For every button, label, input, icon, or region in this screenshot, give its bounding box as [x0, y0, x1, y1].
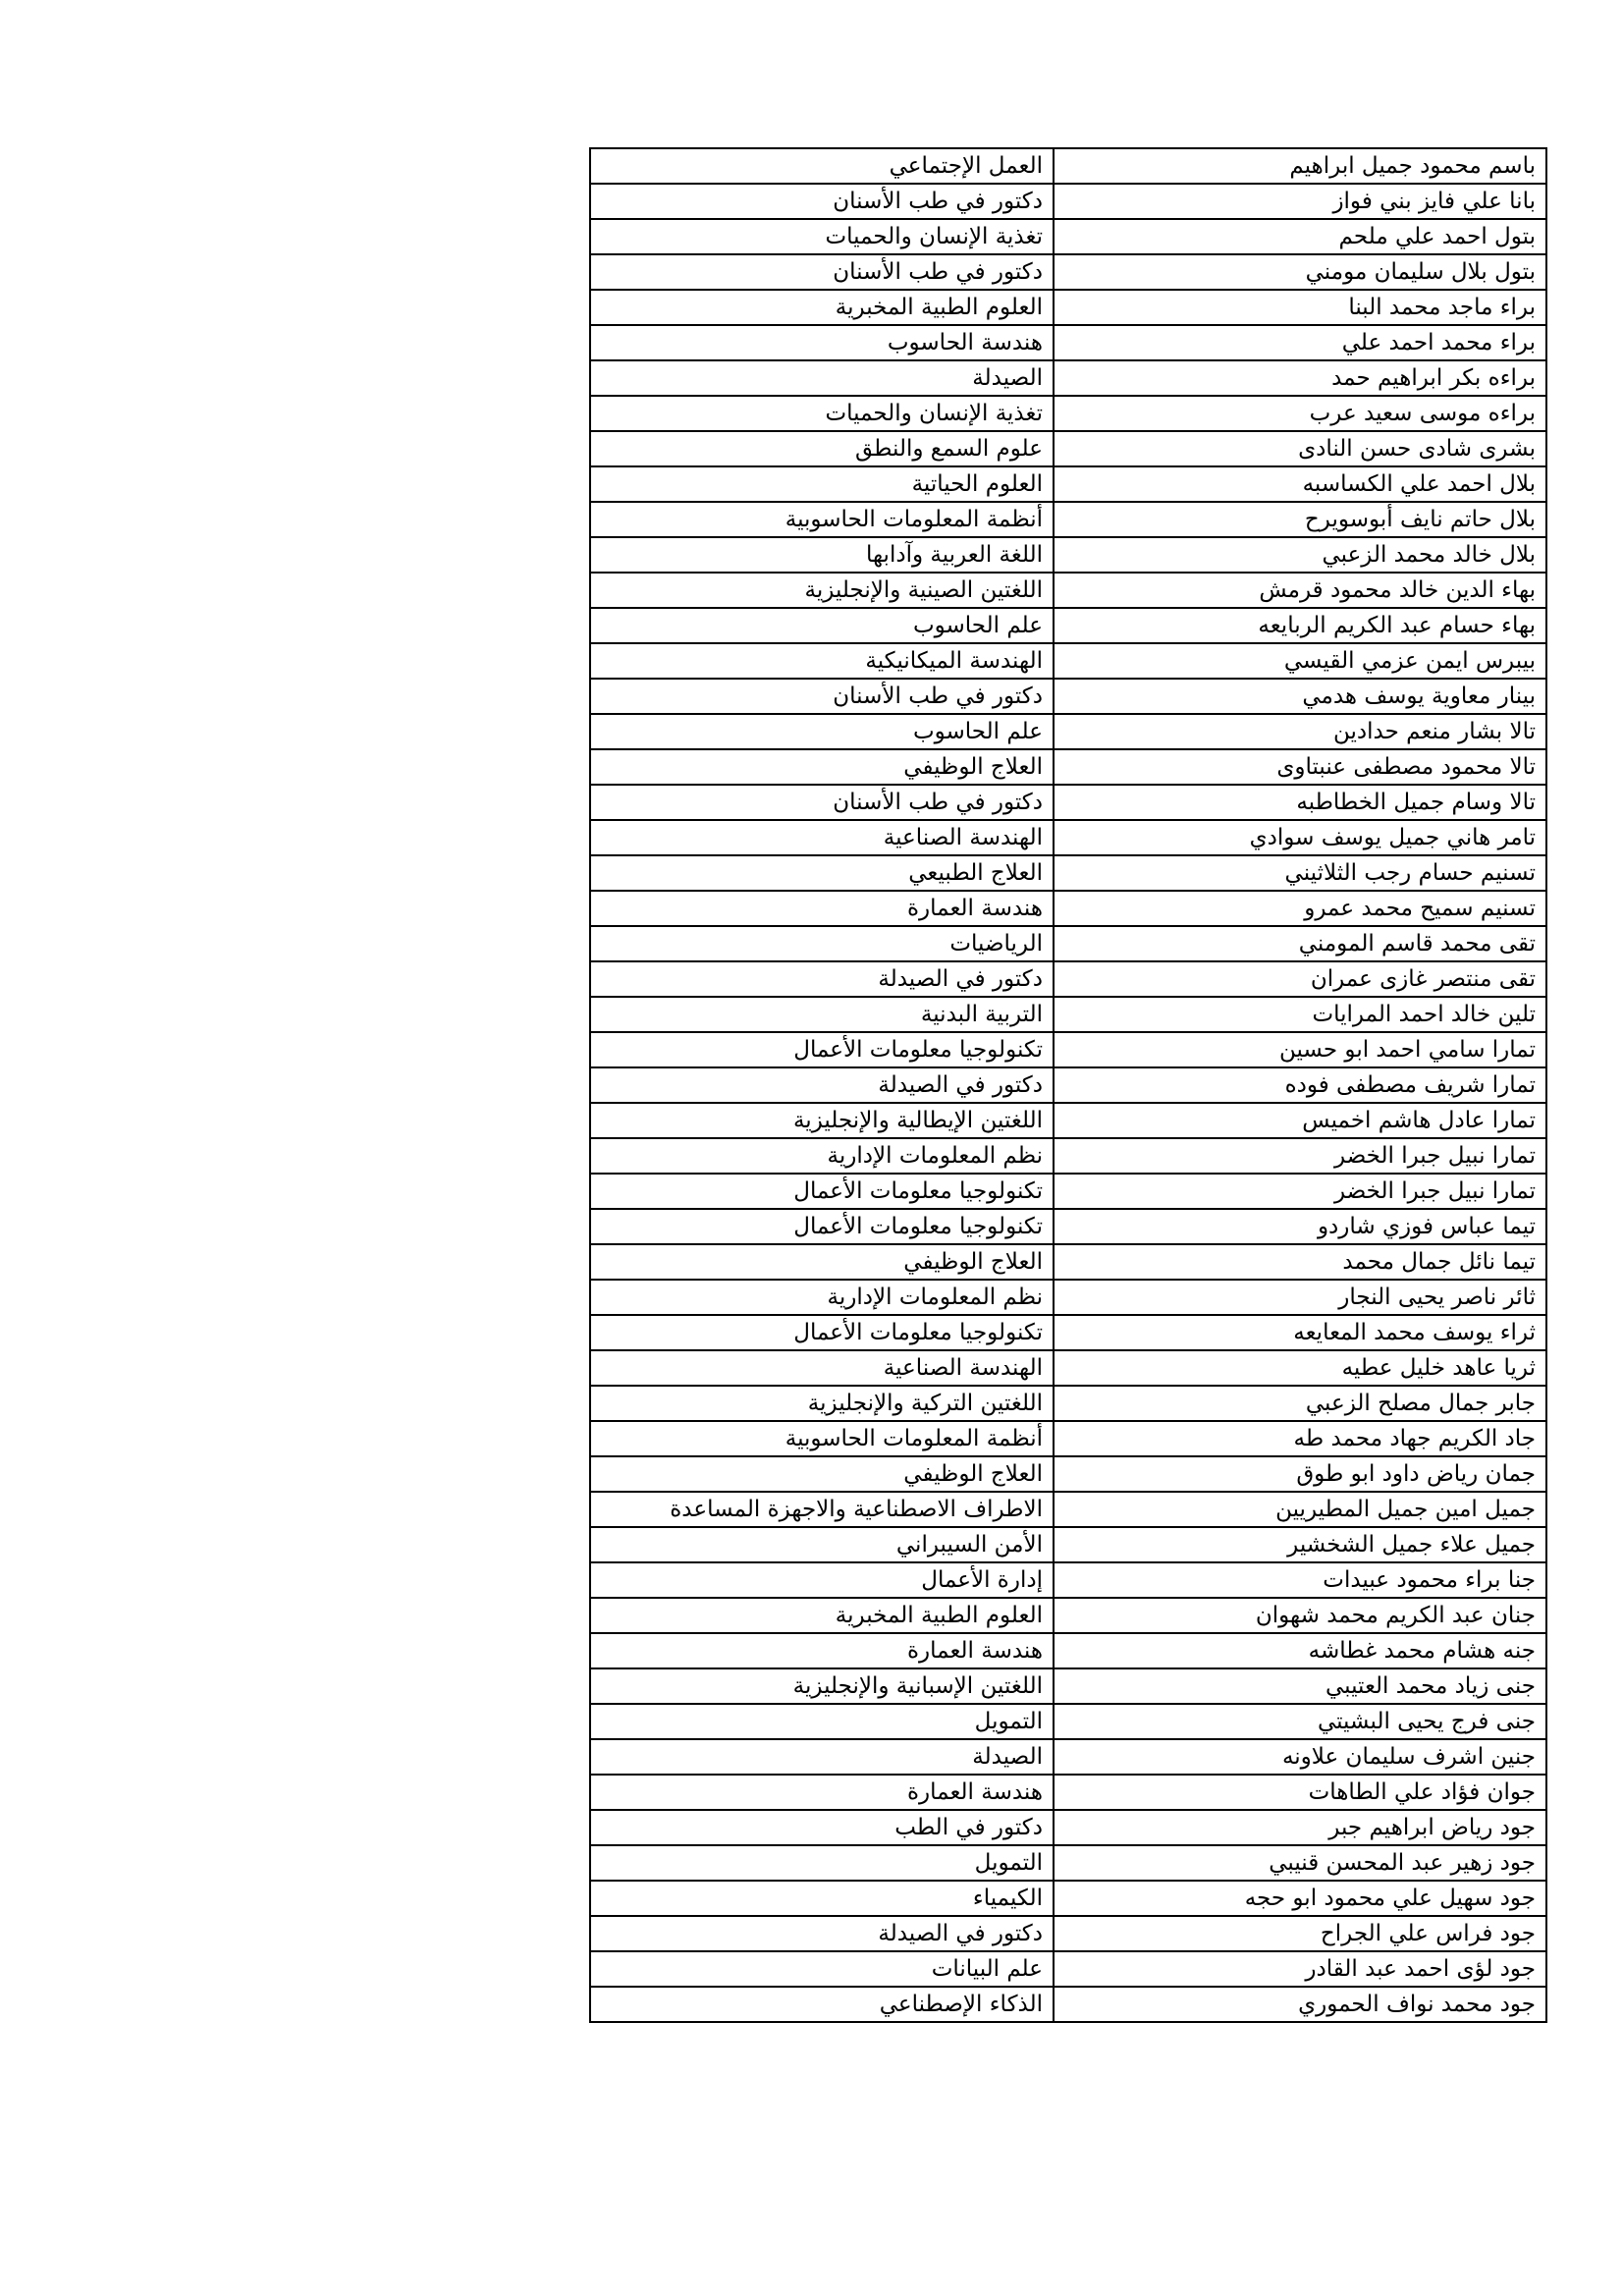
student-name-cell: تمارا نبيل جبرا الخضر — [1054, 1138, 1546, 1174]
table-row — [590, 325, 1546, 360]
major-cell: العلوم الطبية المخبرية — [590, 1598, 1054, 1633]
student-name-cell: جود رياض ابراهيم جبر — [1054, 1810, 1546, 1845]
student-name-cell: تمارا نبيل جبرا الخضر — [1054, 1174, 1546, 1209]
table-row — [590, 1315, 1546, 1350]
table-row — [590, 1668, 1546, 1704]
major-cell: إدارة الأعمال — [590, 1562, 1054, 1598]
student-name-cell: تقى منتصر غازى عمران — [1054, 961, 1546, 997]
major-cell: تكنولوجيا معلومات الأعمال — [590, 1209, 1054, 1244]
student-name-cell: تامر هاني جميل يوسف سوادي — [1054, 820, 1546, 855]
student-name-cell: بتول بلال سليمان مومني — [1054, 254, 1546, 290]
table-row — [590, 855, 1546, 891]
table-row — [590, 749, 1546, 785]
student-name-cell: جود سهيل علي محمود ابو حجه — [1054, 1881, 1546, 1916]
table-row — [590, 891, 1546, 926]
table-row — [590, 396, 1546, 431]
major-cell: علم البيانات — [590, 1951, 1054, 1987]
table-row — [590, 184, 1546, 219]
table-row — [590, 537, 1546, 573]
student-name-cell: جود محمد نواف الحموري — [1054, 1987, 1546, 2022]
results-sheet — [589, 147, 1536, 2023]
table-row — [590, 1138, 1546, 1174]
table-row — [590, 1174, 1546, 1209]
student-name-cell: براء ماجد محمد البنا — [1054, 290, 1546, 325]
student-name-cell: بهاء حسام عبد الكريم الربايعه — [1054, 608, 1546, 643]
student-name-cell: ثائر ناصر يحيى النجار — [1054, 1280, 1546, 1315]
major-cell: الهندسة الصناعية — [590, 1350, 1054, 1386]
major-cell: الكيمياء — [590, 1881, 1054, 1916]
major-cell: اللغة العربية وآدابها — [590, 537, 1054, 573]
major-cell: الرياضيات — [590, 926, 1054, 961]
major-cell: تغذية الإنسان والحميات — [590, 219, 1054, 254]
major-cell: تكنولوجيا معلومات الأعمال — [590, 1174, 1054, 1209]
student-name-cell: جنى فرج يحيى البشيتي — [1054, 1704, 1546, 1739]
major-cell: الأمن السيبراني — [590, 1527, 1054, 1562]
student-name-cell: جمان رياض داود ابو طوق — [1054, 1456, 1546, 1492]
student-name-cell: تالا وسام جميل الخطاطبه — [1054, 785, 1546, 820]
student-name-cell: تسنيم سميح محمد عمرو — [1054, 891, 1546, 926]
major-cell: اللغتين الإيطالية والإنجليزية — [590, 1103, 1054, 1138]
table-row — [590, 1456, 1546, 1492]
table-row — [590, 1951, 1546, 1987]
table-row — [590, 1845, 1546, 1881]
student-name-cell: جود لؤى احمد عبد القادر — [1054, 1951, 1546, 1987]
student-name-cell: ثريا عاهد خليل عطيه — [1054, 1350, 1546, 1386]
major-cell: دكتور في طب الأسنان — [590, 254, 1054, 290]
major-cell: هندسة العمارة — [590, 1633, 1054, 1668]
student-name-cell: تقى محمد قاسم المومني — [1054, 926, 1546, 961]
student-name-cell: تمارا سامي احمد ابو حسين — [1054, 1032, 1546, 1067]
student-name-cell: تلين خالد احمد المرايات — [1054, 997, 1546, 1032]
table-row — [590, 997, 1546, 1032]
student-name-cell: براءه موسى سعيد عرب — [1054, 396, 1546, 431]
table-row — [590, 1492, 1546, 1527]
student-name-cell: باسم محمود جميل ابراهيم — [1054, 148, 1546, 184]
major-cell: العلاج الطبيعي — [590, 855, 1054, 891]
student-name-cell: بلال خالد محمد الزعبي — [1054, 537, 1546, 573]
table-row — [590, 608, 1546, 643]
major-cell: العلاج الوظيفي — [590, 1244, 1054, 1280]
table-row — [590, 1067, 1546, 1103]
student-name-cell: تمارا شريف مصطفى فوده — [1054, 1067, 1546, 1103]
major-cell: العلوم الطبية المخبرية — [590, 290, 1054, 325]
table-row — [590, 1527, 1546, 1562]
major-cell: الصيدلة — [590, 1739, 1054, 1775]
student-name-cell: تيما نائل جمال محمد — [1054, 1244, 1546, 1280]
student-name-cell: جنا براء محمود عبيدات — [1054, 1562, 1546, 1598]
major-cell: نظم المعلومات الإدارية — [590, 1138, 1054, 1174]
major-cell: دكتور في الصيدلة — [590, 1916, 1054, 1951]
table-row — [590, 926, 1546, 961]
student-name-cell: تمارا عادل هاشم اخميس — [1054, 1103, 1546, 1138]
table-row — [590, 1704, 1546, 1739]
table-row — [590, 1633, 1546, 1668]
table-row — [590, 431, 1546, 466]
major-cell: العلاج الوظيفي — [590, 749, 1054, 785]
table-row — [590, 1562, 1546, 1598]
major-cell: العمل الإجتماعي — [590, 148, 1054, 184]
major-cell: دكتور في الطب — [590, 1810, 1054, 1845]
major-cell: هندسة الحاسوب — [590, 325, 1054, 360]
table-row — [590, 1032, 1546, 1067]
student-name-cell: براء محمد احمد علي — [1054, 325, 1546, 360]
table-row — [590, 1103, 1546, 1138]
student-name-cell: جابر جمال مصلح الزعبي — [1054, 1386, 1546, 1421]
student-name-cell: جنى زياد محمد العتيبي — [1054, 1668, 1546, 1704]
student-name-cell: بلال حاتم نايف أبوسويرح — [1054, 502, 1546, 537]
student-name-cell: جود زهير عبد المحسن قنيبي — [1054, 1845, 1546, 1881]
major-cell: العلاج الوظيفي — [590, 1456, 1054, 1492]
table-row — [590, 1739, 1546, 1775]
major-cell: التمويل — [590, 1704, 1054, 1739]
major-cell: هندسة العمارة — [590, 891, 1054, 926]
student-name-cell: جنين اشرف سليمان علاونه — [1054, 1739, 1546, 1775]
table-row — [590, 148, 1546, 184]
table-row — [590, 679, 1546, 714]
table-row — [590, 1987, 1546, 2022]
students-table-body — [590, 148, 1546, 2022]
table-row — [590, 360, 1546, 396]
student-name-cell: جميل علاء جميل الشخشير — [1054, 1527, 1546, 1562]
student-name-cell: جميل امين جميل المطيريين — [1054, 1492, 1546, 1527]
student-name-cell: جود فراس علي الجراح — [1054, 1916, 1546, 1951]
major-cell: أنظمة المعلومات الحاسوبية — [590, 1421, 1054, 1456]
major-cell: اللغتين الإسبانية والإنجليزية — [590, 1668, 1054, 1704]
major-cell: تكنولوجيا معلومات الأعمال — [590, 1032, 1054, 1067]
major-cell: دكتور في طب الأسنان — [590, 679, 1054, 714]
student-name-cell: جوان فؤاد علي الطاهات — [1054, 1775, 1546, 1810]
major-cell: اللغتين الصينية والإنجليزية — [590, 573, 1054, 608]
major-cell: الصيدلة — [590, 360, 1054, 396]
student-name-cell: بلال احمد علي الكساسبه — [1054, 466, 1546, 502]
major-cell: التمويل — [590, 1845, 1054, 1881]
student-name-cell: تالا محمود مصطفى عنبتاوى — [1054, 749, 1546, 785]
table-row — [590, 573, 1546, 608]
table-row — [590, 1386, 1546, 1421]
student-name-cell: بيبرس ايمن عزمي القيسي — [1054, 643, 1546, 679]
student-name-cell: بانا علي فايز بني فواز — [1054, 184, 1546, 219]
table-row — [590, 1350, 1546, 1386]
major-cell: هندسة العمارة — [590, 1775, 1054, 1810]
student-name-cell: بهاء الدين خالد محمود قرمش — [1054, 573, 1546, 608]
table-row — [590, 961, 1546, 997]
table-row — [590, 820, 1546, 855]
table-row — [590, 1280, 1546, 1315]
major-cell: أنظمة المعلومات الحاسوبية — [590, 502, 1054, 537]
student-name-cell: تالا بشار منعم حدادين — [1054, 714, 1546, 749]
student-name-cell: بشرى شادى حسن النادى — [1054, 431, 1546, 466]
table-row — [590, 1881, 1546, 1916]
table-row — [590, 219, 1546, 254]
major-cell: التربية البدنية — [590, 997, 1054, 1032]
major-cell: دكتور في الصيدلة — [590, 961, 1054, 997]
major-cell: دكتور في طب الأسنان — [590, 184, 1054, 219]
student-name-cell: جنه هشام محمد غطاشه — [1054, 1633, 1546, 1668]
table-row — [590, 1421, 1546, 1456]
major-cell: الهندسة الصناعية — [590, 820, 1054, 855]
major-cell: علم الحاسوب — [590, 714, 1054, 749]
major-cell: علوم السمع والنطق — [590, 431, 1054, 466]
table-row — [590, 1916, 1546, 1951]
table-row — [590, 1810, 1546, 1845]
table-row — [590, 714, 1546, 749]
student-name-cell: بينار معاوية يوسف هدمي — [1054, 679, 1546, 714]
major-cell: دكتور في طب الأسنان — [590, 785, 1054, 820]
major-cell: اللغتين التركية والإنجليزية — [590, 1386, 1054, 1421]
major-cell: الاطراف الاصطناعية والاجهزة المساعدة — [590, 1492, 1054, 1527]
table-row — [590, 290, 1546, 325]
student-name-cell: تسنيم حسام رجب الثلاثيني — [1054, 855, 1546, 891]
student-name-cell: جاد الكريم جهاد محمد طه — [1054, 1421, 1546, 1456]
table-row — [590, 466, 1546, 502]
table-row — [590, 254, 1546, 290]
table-row — [590, 785, 1546, 820]
table-row — [590, 1244, 1546, 1280]
student-name-cell: جنان عبد الكريم محمد شهوان — [1054, 1598, 1546, 1633]
table-row — [590, 1209, 1546, 1244]
student-name-cell: ثراء يوسف محمد المعايعه — [1054, 1315, 1546, 1350]
student-name-cell: براءه بكر ابراهيم حمد — [1054, 360, 1546, 396]
student-name-cell: تيما عباس فوزي شاردو — [1054, 1209, 1546, 1244]
table-row — [590, 1775, 1546, 1810]
major-cell: نظم المعلومات الإدارية — [590, 1280, 1054, 1315]
major-cell: علم الحاسوب — [590, 608, 1054, 643]
students-table — [589, 147, 1547, 2023]
major-cell: دكتور في الصيدلة — [590, 1067, 1054, 1103]
table-row — [590, 643, 1546, 679]
major-cell: تكنولوجيا معلومات الأعمال — [590, 1315, 1054, 1350]
table-row — [590, 502, 1546, 537]
major-cell: الذكاء الإصطناعي — [590, 1987, 1054, 2022]
major-cell: العلوم الحياتية — [590, 466, 1054, 502]
student-name-cell: بتول احمد علي ملحم — [1054, 219, 1546, 254]
major-cell: الهندسة الميكانيكية — [590, 643, 1054, 679]
table-row — [590, 1598, 1546, 1633]
major-cell: تغذية الإنسان والحميات — [590, 396, 1054, 431]
